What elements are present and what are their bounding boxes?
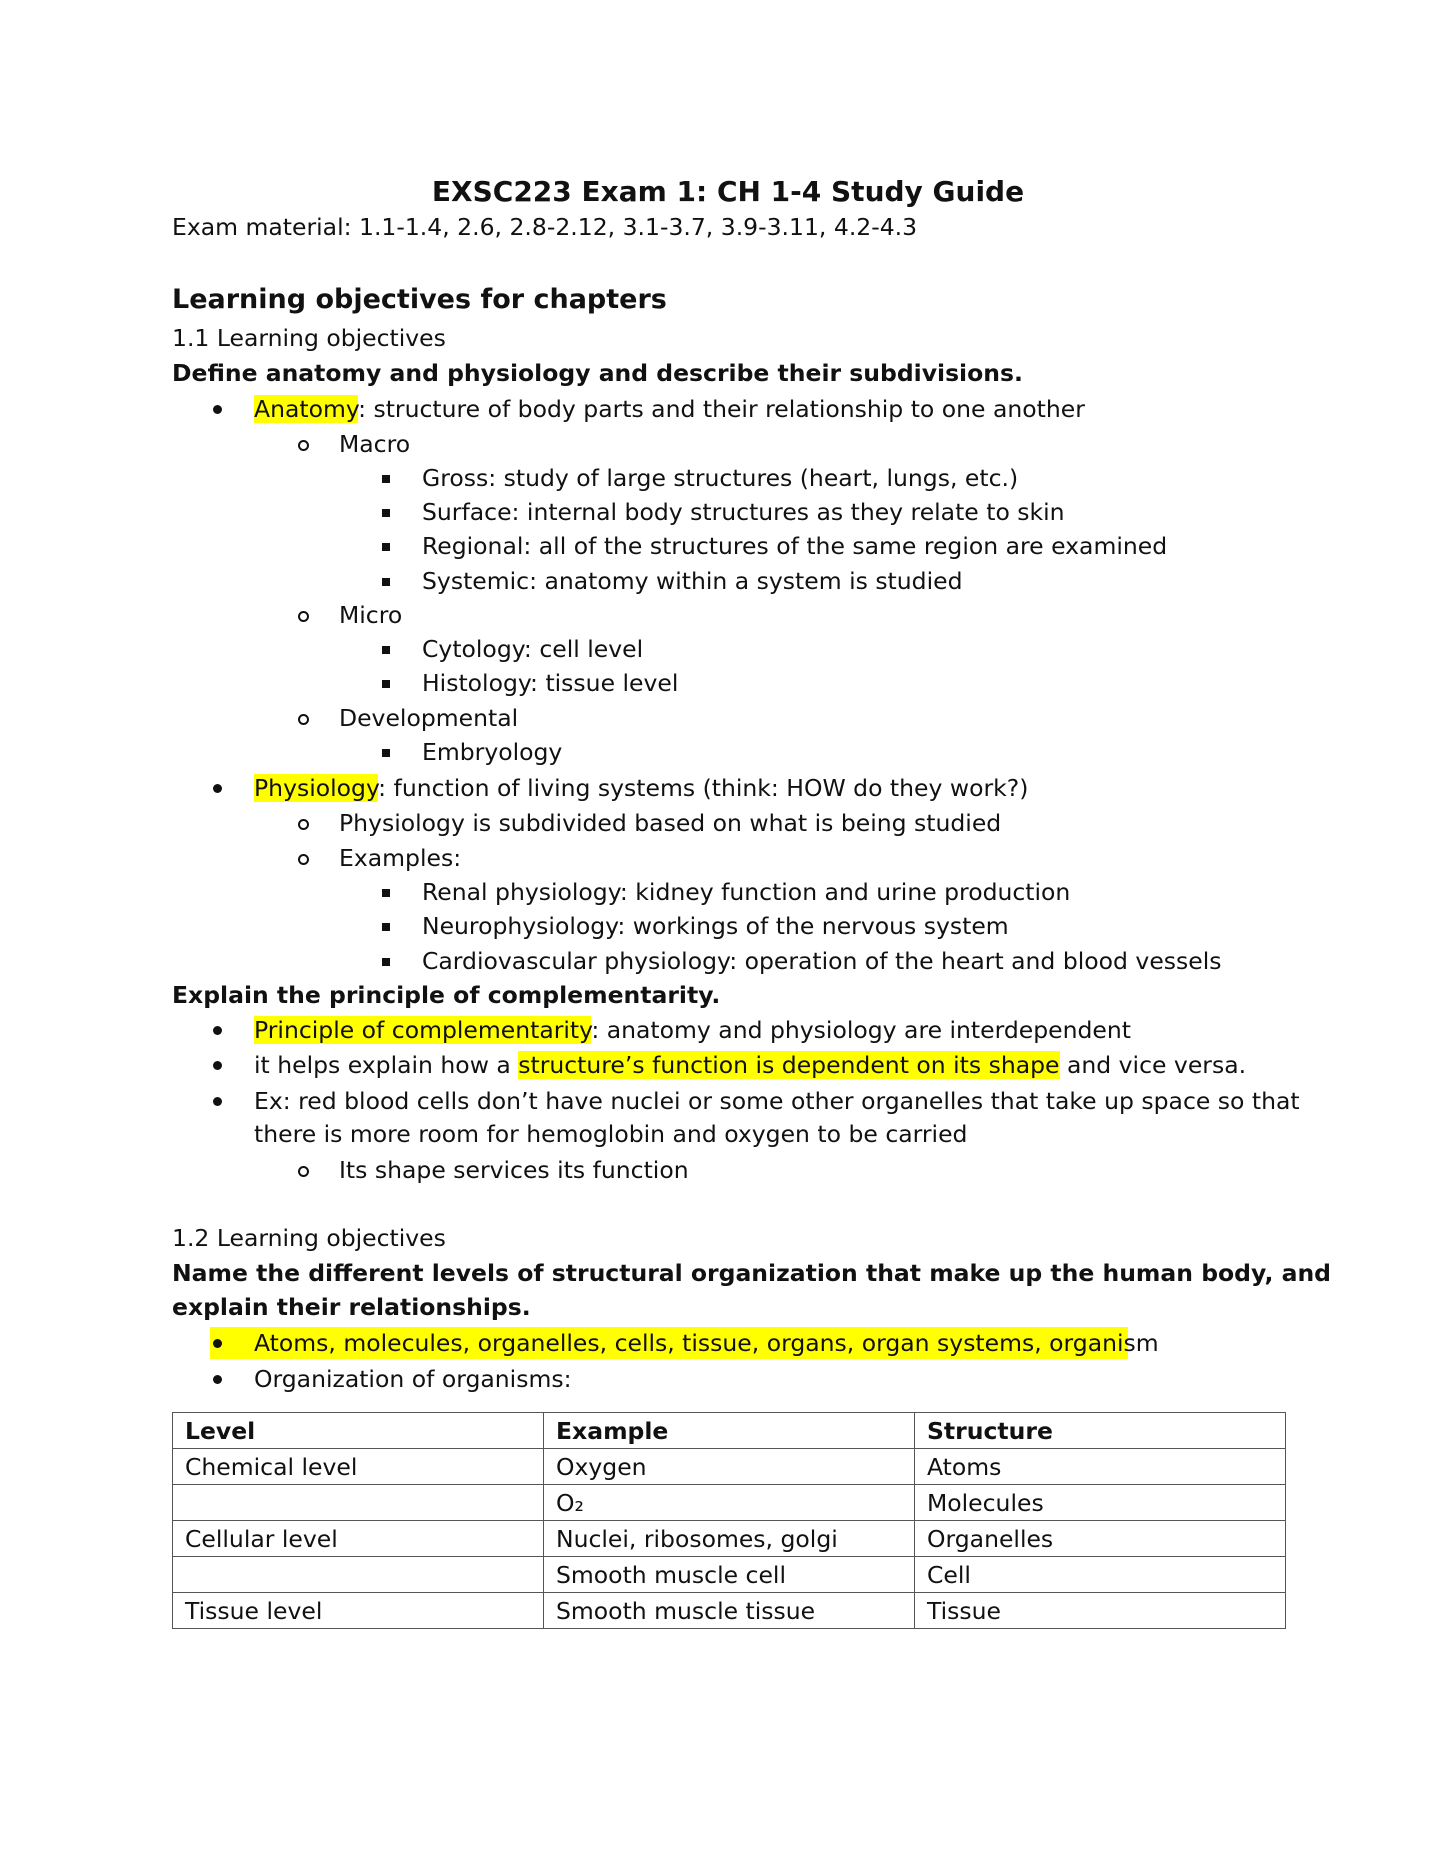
table-cell: Oxygen <box>544 1449 915 1485</box>
objective-define: Define anatomy and physiology and describe their subdivisions. <box>172 359 1023 387</box>
table-header-row <box>173 1413 1286 1449</box>
table-cell: Tissue <box>915 1593 1286 1629</box>
levels-item: Atoms, molecules, organelles, cells, tissue, organs, organ systems, organism <box>254 1329 1159 1357</box>
organization-table <box>172 1412 1286 1629</box>
bullet-disc <box>213 1362 225 1396</box>
complementarity-definition: : anatomy and physiology are interdependent <box>591 1016 1131 1044</box>
structure-function-text: it helps explain how a <box>254 1051 519 1079</box>
column-header-level: Level <box>173 1413 544 1449</box>
bullet-circle <box>298 701 310 735</box>
embryology-item: Embryology <box>422 738 563 766</box>
structure-function-item <box>254 1048 1246 1082</box>
systemic-item: Systemic: anatomy within a system is studied <box>422 567 963 595</box>
section-1-2-label: 1.2 Learning objectives <box>172 1224 446 1252</box>
section-1-1-label: 1.1 Learning objectives <box>172 324 446 352</box>
physiology-item <box>254 771 1028 805</box>
bullet-square <box>382 461 394 495</box>
bullet-disc <box>213 771 225 805</box>
example-rbc-line2: there is more room for hemoglobin and oxygen to be carried <box>254 1120 968 1148</box>
complementarity-item <box>254 1013 1131 1047</box>
column-header-example: Example <box>544 1413 915 1449</box>
example-rbc-line1: Ex: red blood cells don’t have nuclei or some other organelles that take up space so that <box>254 1087 1300 1115</box>
table-row <box>173 1485 1286 1521</box>
complementarity-term: Principle of complementarity <box>254 1016 592 1044</box>
table-cell: Smooth muscle cell <box>544 1557 915 1593</box>
structure-function-highlight: structure’s function is dependent on its shape <box>518 1051 1060 1079</box>
objective-levels-line2: explain their relationships. <box>172 1293 531 1321</box>
bullet-square <box>382 529 394 563</box>
bullet-disc <box>213 392 225 426</box>
micro-item: Micro <box>339 601 403 629</box>
anatomy-item <box>254 392 1085 426</box>
bullet-circle <box>298 806 310 840</box>
bullet-disc <box>213 1013 225 1047</box>
physiology-subdivided-item: Physiology is subdivided based on what is being studied <box>339 809 1002 837</box>
bullet-disc <box>213 1326 225 1360</box>
table-row <box>173 1557 1286 1593</box>
gross-item: Gross: study of large structures (heart, lungs, etc.) <box>422 464 1019 492</box>
bullet-square <box>382 909 394 943</box>
table-cell: Tissue level <box>173 1593 544 1629</box>
table-cell: Molecules <box>915 1485 1286 1521</box>
exam-material: Exam material: 1.1-1.4, 2.6, 2.8-2.12, 3.1-3.7, 3.9-3.11, 4.2-4.3 <box>172 213 918 241</box>
cytology-item: Cytology: cell level <box>422 635 644 663</box>
macro-item: Macro <box>339 430 411 458</box>
structure-function-tail: and vice versa. <box>1059 1051 1247 1079</box>
bullet-square <box>382 564 394 598</box>
document-title: EXSC223 Exam 1: CH 1-4 Study Guide <box>431 175 1025 208</box>
table-cell: Chemical level <box>173 1449 544 1485</box>
table-cell: Cell <box>915 1557 1286 1593</box>
anatomy-term: Anatomy <box>254 395 359 423</box>
section-heading: Learning objectives for chapters <box>172 284 667 315</box>
developmental-item: Developmental <box>339 704 519 732</box>
bullet-square <box>382 944 394 978</box>
table-row <box>173 1449 1286 1485</box>
cardio-item: Cardiovascular physiology: operation of the heart and blood vessels <box>422 947 1222 975</box>
bullet-square <box>382 875 394 909</box>
table-cell: O₂ <box>544 1485 915 1521</box>
physiology-term: Physiology <box>254 774 379 802</box>
anatomy-definition: : structure of body parts and their relationship to one another <box>358 395 1085 423</box>
regional-item: Regional: all of the structures of the same region are examined <box>422 532 1168 560</box>
bullet-circle <box>298 1153 310 1187</box>
histology-item: Histology: tissue level <box>422 669 679 697</box>
table-cell: Smooth muscle tissue <box>544 1593 915 1629</box>
bullet-disc <box>213 1048 225 1082</box>
bullet-square <box>382 666 394 700</box>
neuro-item: Neurophysiology: workings of the nervous system <box>422 912 1009 940</box>
table-cell: Atoms <box>915 1449 1286 1485</box>
table-cell <box>173 1485 544 1521</box>
physiology-definition: : function of living systems (think: HOW do they work?) <box>378 774 1029 802</box>
bullet-square <box>382 632 394 666</box>
table-cell: Nuclei, ribosomes, golgi <box>544 1521 915 1557</box>
surface-item: Surface: internal body structures as they relate to skin <box>422 498 1065 526</box>
renal-item: Renal physiology: kidney function and urine production <box>422 878 1071 906</box>
table-row <box>173 1593 1286 1629</box>
table-cell: Cellular level <box>173 1521 544 1557</box>
bullet-square <box>382 735 394 769</box>
table-cell <box>173 1557 544 1593</box>
organization-item: Organization of organisms: <box>254 1365 572 1393</box>
objective-complementarity: Explain the principle of complementarity. <box>172 981 721 1009</box>
table-cell: Organelles <box>915 1521 1286 1557</box>
bullet-square <box>382 495 394 529</box>
table-row <box>173 1521 1286 1557</box>
examples-item: Examples: <box>339 844 462 872</box>
bullet-disc <box>213 1084 225 1118</box>
objective-levels-line1: Name the different levels of structural organization that make up the human body, and <box>172 1259 1331 1287</box>
bullet-circle <box>298 598 310 632</box>
column-header-structure: Structure <box>915 1413 1286 1449</box>
bullet-circle <box>298 841 310 875</box>
bullet-circle <box>298 427 310 461</box>
shape-function-item: Its shape services its function <box>339 1156 689 1184</box>
